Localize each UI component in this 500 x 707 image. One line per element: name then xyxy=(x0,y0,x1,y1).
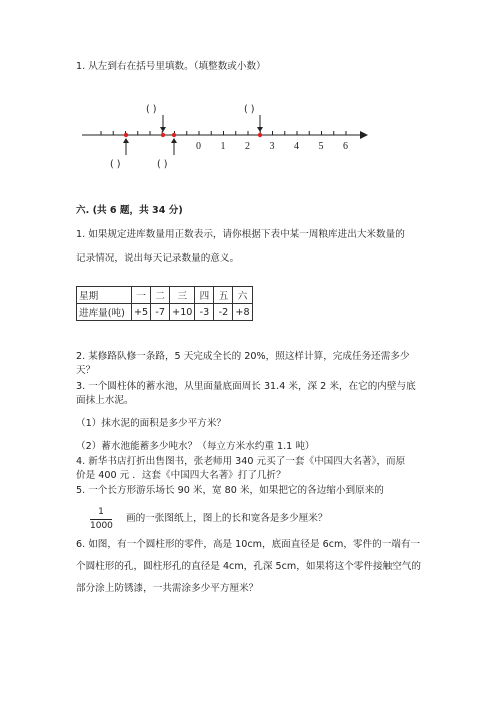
table-cell: 一 xyxy=(132,287,151,304)
number-line-label: 5 xyxy=(318,141,324,152)
table-row xyxy=(77,304,253,321)
problem-4-line-1: 4. 新华书店打折出售图书，张老师用 340 元买了一套《中国四大名著》，而原 xyxy=(76,456,406,467)
problem-6-line-3: 部分涂上防锈漆，一共需涂多少平方厘米？ xyxy=(76,583,259,594)
fraction-denominator: 1000 xyxy=(90,521,113,531)
table-cell: 星期 xyxy=(77,287,132,304)
problem-3-sub-2: （2）蓄水池能蓄多少吨水？（每立方米水约重 1.1 吨） xyxy=(76,441,315,452)
problem-6-line-1: 6. 如图，有一个圆柱形的零件，高是 10cm，底面直径是 6cm，零件的一端有一 xyxy=(76,539,421,550)
question-1-text: 1. 从左到右在括号里填数。（填整数或小数） xyxy=(76,61,266,72)
section-6-heading: 六. (共 6 题，共 34 分) xyxy=(76,205,183,216)
problem-4-line-2: 价是 400 元 ．这套《中国四大名著》打了几折？ xyxy=(76,470,286,481)
number-line-label: 6 xyxy=(343,141,348,152)
table-cell: 五 xyxy=(214,287,233,304)
number-line-label: 1 xyxy=(220,141,226,152)
problem-3-line-2: 面抹上水泥。 xyxy=(76,395,134,406)
table-cell: 四 xyxy=(195,287,214,304)
problem-5-line-2: 画的一张图纸上，图上的长和宽各是多少厘米？ xyxy=(126,513,328,524)
table-cell: 进库量(吨) xyxy=(77,304,132,321)
number-line-label: 4 xyxy=(294,141,299,152)
fraction-bar xyxy=(90,519,112,520)
problem-2-line-1: 2. 某修路队修一条路，5 天完成全长的 20%，照这样计算，完成任务还需多少 xyxy=(76,351,410,362)
table-cell: 二 xyxy=(151,287,170,304)
fraction-1-over-1000 xyxy=(90,507,112,532)
number-line-label: 0 xyxy=(196,141,201,152)
number-line-label: 3 xyxy=(269,141,275,152)
table-cell: -3 xyxy=(195,304,214,321)
table-cell: -2 xyxy=(214,304,233,321)
table-cell: +8 xyxy=(233,304,252,321)
answer-bracket-bottom-1: ( ) xyxy=(110,159,121,170)
problem-1-line-2: 记录情况，说出每天记录数量的意义。 xyxy=(76,253,240,264)
table-cell: -7 xyxy=(151,304,170,321)
answer-bracket-top-2: ( ) xyxy=(244,104,255,115)
table-header-row xyxy=(77,287,253,304)
fraction-numerator: 1 xyxy=(98,507,104,517)
answer-bracket-top-1: ( ) xyxy=(146,104,157,115)
table-cell: +5 xyxy=(132,304,151,321)
answer-bracket-bottom-2: ( ) xyxy=(157,159,168,170)
problem-5-line-1: 5. 一个长方形游乐场长 90 米，宽 80 米，如果把它的各边缩小到原来的 xyxy=(76,485,384,496)
grain-table xyxy=(76,286,253,321)
table-cell: +10 xyxy=(170,304,195,321)
problem-2-line-2: 天？ xyxy=(76,365,96,376)
number-line-label: 2 xyxy=(245,141,250,152)
problem-3-line-1: 3. 一个圆柱体的蓄水池，从里面量底面周长 31.4 米，深 2 米，在它的内壁与底 xyxy=(76,381,416,392)
problem-3-sub-1: （1）抹水泥的面积是多少平方米？ xyxy=(76,418,227,429)
table-cell: 三 xyxy=(170,287,195,304)
problem-1-line-1: 1. 如果规定进库数量用正数表示，请你根据下表中某一周粮库进出大米数量的 xyxy=(76,229,405,240)
problem-6-line-2: 个圆柱形的孔，圆柱形孔的直径是 4cm，孔深 5cm，如果将这个零件接触空气的 xyxy=(76,561,421,572)
table-cell: 六 xyxy=(233,287,252,304)
